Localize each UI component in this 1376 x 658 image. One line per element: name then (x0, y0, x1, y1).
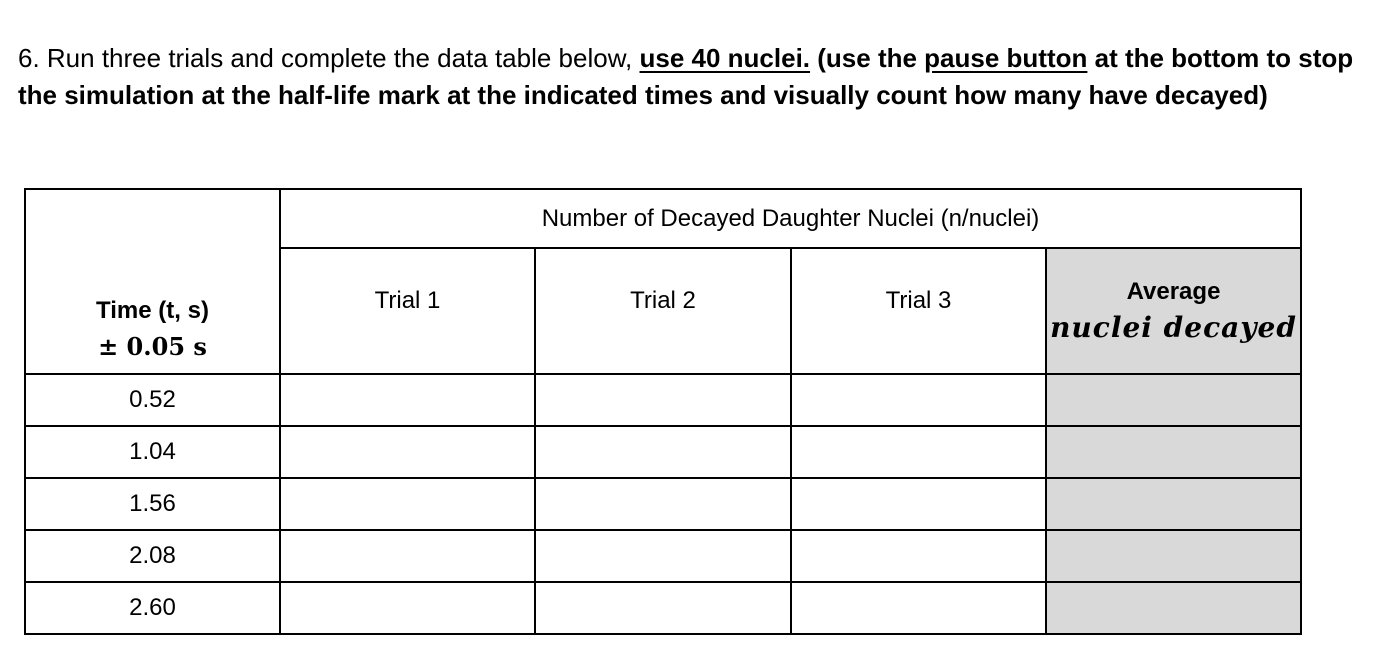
time-cell: 2.60 (25, 582, 280, 634)
time-cell: 1.04 (25, 426, 280, 478)
trial-2-input-cell[interactable] (535, 530, 791, 582)
average-cell (1046, 374, 1301, 426)
trial-3-input-cell[interactable] (791, 582, 1046, 634)
table-row (25, 478, 1301, 530)
average-header-label: Average (1126, 278, 1221, 305)
time-header-label: Time (t, s) (96, 297, 209, 324)
trial-3-input-cell[interactable] (791, 426, 1046, 478)
instructions-text (18, 40, 1363, 114)
table-row (25, 426, 1301, 478)
time-cell: 0.52 (25, 374, 280, 426)
instructions-paren-open: (use the (810, 43, 925, 73)
table-row (25, 582, 1301, 634)
trial-1-input-cell[interactable] (280, 478, 535, 530)
trial-1-input-cell[interactable] (280, 426, 535, 478)
instructions-intro: 6. Run three trials and complete the data table below, (18, 43, 640, 73)
nuclei-count-emphasis: use 40 nuclei. (639, 43, 811, 73)
group-header: Number of Decayed Daughter Nuclei (n/nuclei) (280, 189, 1301, 248)
average-header (1046, 248, 1301, 374)
time-header-cell (25, 189, 280, 374)
instructions-rest: at the bottom to stop the simulation at the half-life mark at the indicated times and visually count how many have decayed) (18, 43, 1354, 110)
trial-2-input-cell[interactable] (535, 582, 791, 634)
average-cell (1046, 426, 1301, 478)
trial-1-input-cell[interactable] (280, 530, 535, 582)
trial-2-header: Trial 2 (535, 248, 791, 374)
trial-3-input-cell[interactable] (791, 374, 1046, 426)
table-row (25, 530, 1301, 582)
trial-3-input-cell[interactable] (791, 478, 1046, 530)
trial-2-input-cell[interactable] (535, 374, 791, 426)
trial-1-input-cell[interactable] (280, 582, 535, 634)
time-uncertainty-label: ± 0.05 s (98, 332, 207, 361)
trial-2-input-cell[interactable] (535, 478, 791, 530)
trial-1-input-cell[interactable] (280, 374, 535, 426)
trial-2-input-cell[interactable] (535, 426, 791, 478)
trial-3-input-cell[interactable] (791, 530, 1046, 582)
trial-1-header: Trial 1 (280, 248, 535, 374)
data-table (24, 188, 1302, 635)
average-cell (1046, 582, 1301, 634)
time-cell: 1.56 (25, 478, 280, 530)
average-cell (1046, 478, 1301, 530)
average-header-sublabel: nuclei decayed (1050, 311, 1297, 344)
trial-3-header: Trial 3 (791, 248, 1046, 374)
time-cell: 2.08 (25, 530, 280, 582)
table-row (25, 374, 1301, 426)
pause-button-reference: pause button (924, 43, 1088, 73)
average-cell (1046, 530, 1301, 582)
